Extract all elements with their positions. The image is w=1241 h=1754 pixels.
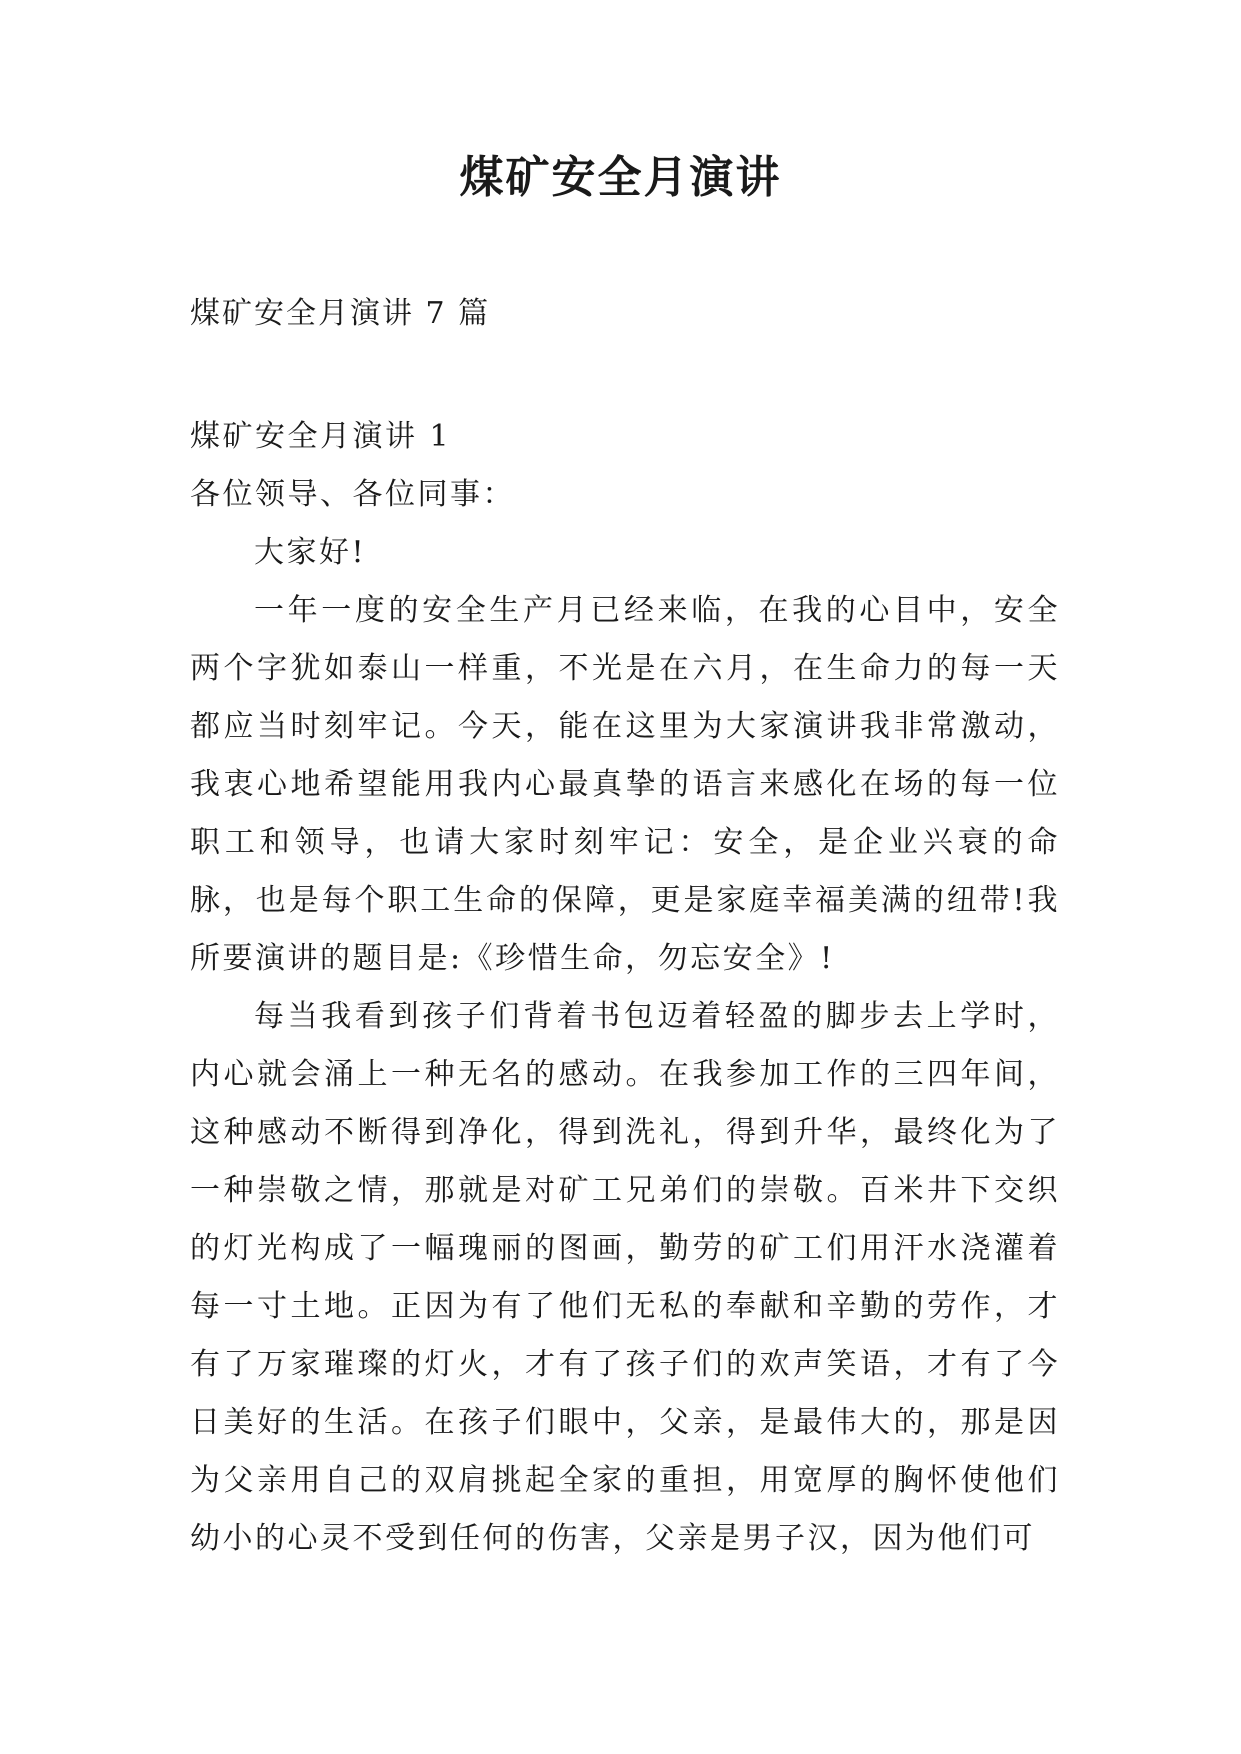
document-title: 煤矿安全月演讲 xyxy=(459,152,782,203)
greeting: 大家好! xyxy=(254,535,367,570)
section-heading: 煤矿安全月演讲 1 xyxy=(190,419,452,454)
document-body xyxy=(190,408,1060,1568)
salutation: 各位领导、各位同事： xyxy=(190,477,515,512)
body-paragraph: 一年一度的安全生产月已经来临，在我的心目中，安全两个字犹如泰山一样重，不光是在六月，在生命力的每一天都应当时刻牢记。今天，能在这里为大家演讲我非常激动，我衷心地希望能用我内心最真挚的语言来感化在场的每一位职工和领导，也请大家时刻牢记：安全，是企业兴衰的命脉，也是每个职工生命的保障，更是家庭幸福美满的纽带!我所要演讲的题目是:《珍惜生命，勿忘安全》! xyxy=(190,593,1060,976)
document-subtitle: 煤矿安全月演讲 7 篇 xyxy=(190,296,491,331)
body-paragraph: 每当我看到孩子们背着书包迈着轻盈的脚步去上学时，内心就会涌上一种无名的感动。在我参加工作的三四年间，这种感动不断得到净化，得到洗礼，得到升华，最终化为了一种崇敬之情，那就是对矿工兄弟们的崇敬。百米井下交织的灯光构成了一幅瑰丽的图画，勤劳的矿工们用汗水浇灌着每一寸土地。正因为有了他们无私的奉献和辛勤的劳作，才有了万家璀璨的灯火，才有了孩子们的欢声笑语，才有了今日美好的生活。在孩子们眼中，父亲，是最伟大的，那是因为父亲用自己的双肩挑起全家的重担，用宽厚的胸怀使他们幼小的心灵不受到任何的伤害，父亲是男子汉，因为他们可 xyxy=(190,999,1060,1556)
